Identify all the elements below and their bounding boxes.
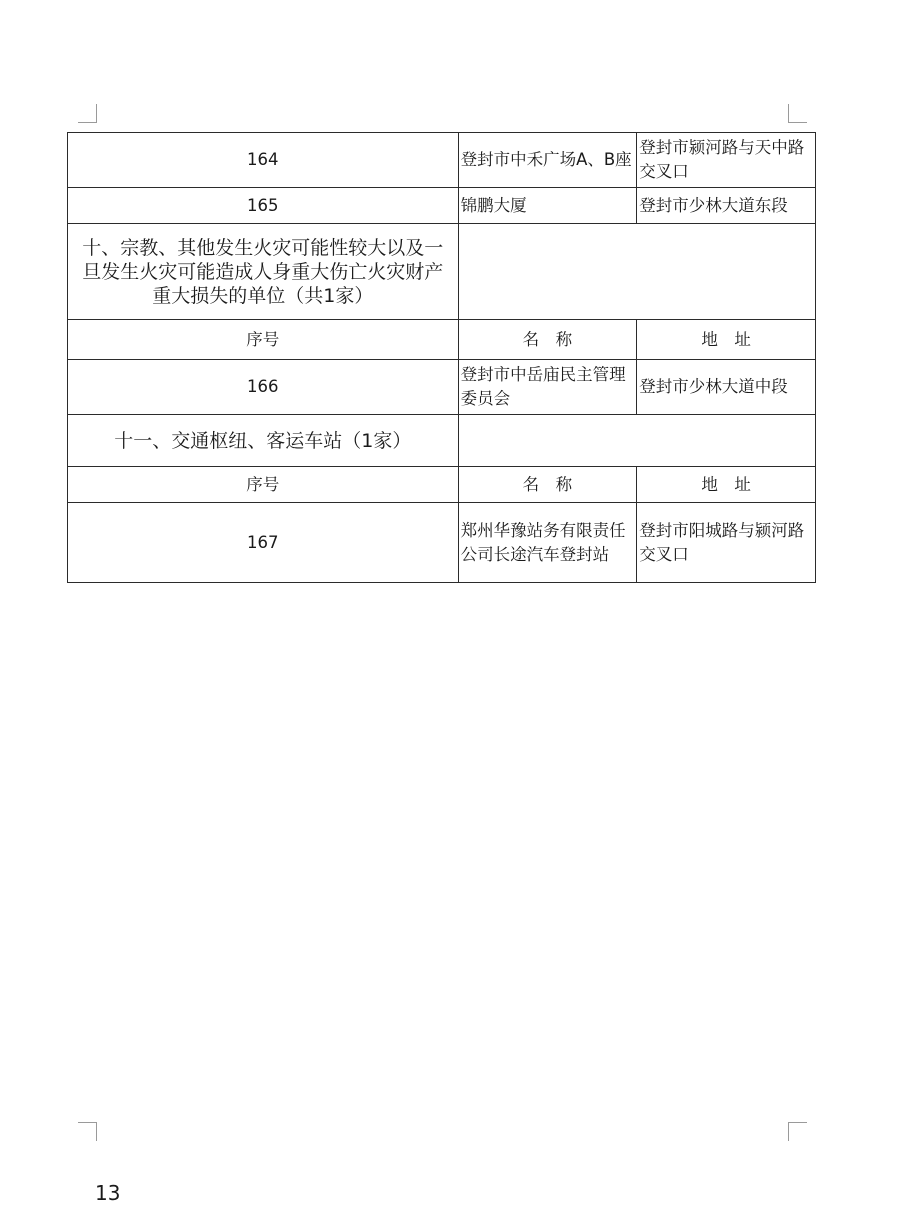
page-number: 13 — [95, 1181, 121, 1205]
row-seq: 167 — [68, 503, 459, 583]
units-table — [67, 132, 816, 583]
section-eleven-empty-cell — [458, 415, 815, 467]
section-title-row — [68, 224, 816, 320]
header-seq: 序号 — [68, 320, 459, 360]
table-row — [68, 188, 816, 224]
row-name: 登封市中岳庙民主管理委员会 — [458, 360, 637, 415]
header-name: 名 称 — [458, 467, 637, 503]
section-ten-empty-cell — [458, 224, 815, 320]
row-name: 锦鹏大厦 — [458, 188, 637, 224]
header-row — [68, 320, 816, 360]
row-seq: 166 — [68, 360, 459, 415]
crop-mark-bottom-right — [788, 1122, 807, 1141]
table-row — [68, 360, 816, 415]
row-seq: 165 — [68, 188, 459, 224]
crop-mark-top-left — [78, 104, 97, 123]
row-address: 登封市阳城路与颍河路交叉口 — [637, 503, 816, 583]
crop-mark-bottom-left — [78, 1122, 97, 1141]
row-name: 登封市中禾广场A、B座 — [458, 133, 637, 188]
header-address: 地 址 — [637, 467, 816, 503]
table-row — [68, 133, 816, 188]
crop-mark-top-right — [788, 104, 807, 123]
table-row — [68, 503, 816, 583]
row-address: 登封市颍河路与天中路交叉口 — [637, 133, 816, 188]
row-address: 登封市少林大道中段 — [637, 360, 816, 415]
header-row — [68, 467, 816, 503]
row-name: 郑州华豫站务有限责任公司长途汽车登封站 — [458, 503, 637, 583]
section-title-row — [68, 415, 816, 467]
section-ten-title: 十、宗教、其他发生火灾可能性较大以及一旦发生火灾可能造成人身重大伤亡火灾财产重大损失的单位（共1家） — [68, 224, 459, 320]
header-address: 地 址 — [637, 320, 816, 360]
row-address: 登封市少林大道东段 — [637, 188, 816, 224]
section-eleven-title: 十一、交通枢纽、客运车站（1家） — [68, 415, 459, 467]
header-name: 名 称 — [458, 320, 637, 360]
row-seq: 164 — [68, 133, 459, 188]
header-seq: 序号 — [68, 467, 459, 503]
